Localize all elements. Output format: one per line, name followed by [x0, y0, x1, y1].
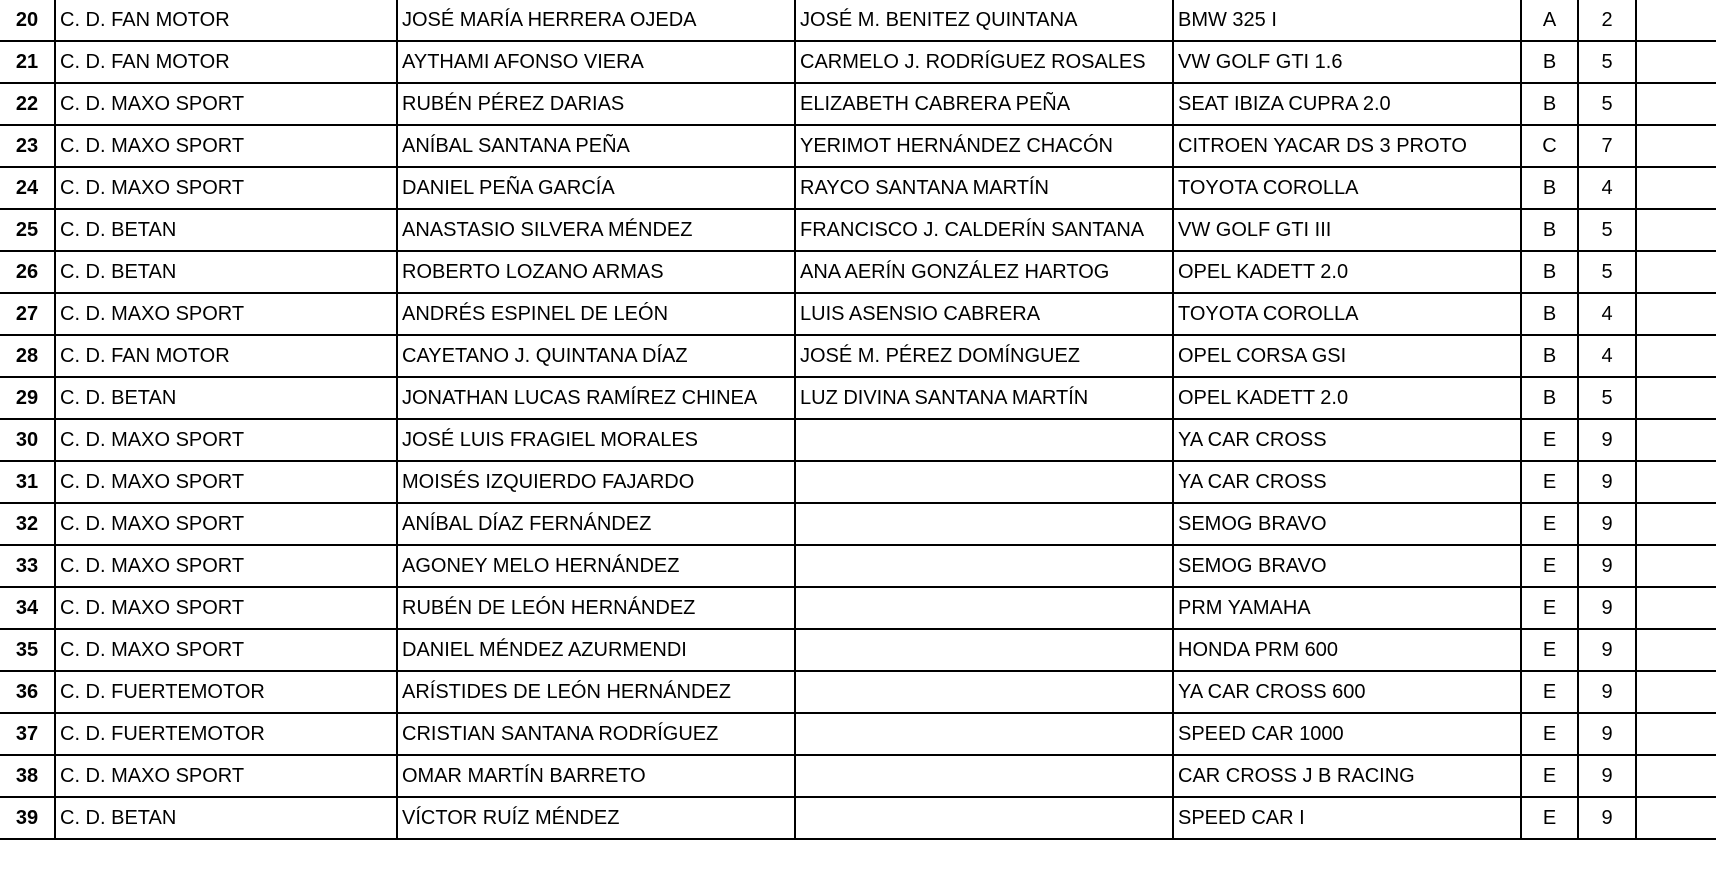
club-name: C. D. FUERTEMOTOR	[55, 713, 397, 755]
club-name: C. D. MAXO SPORT	[55, 545, 397, 587]
empty-cell	[1636, 335, 1716, 377]
car-model: HONDA PRM 600	[1173, 629, 1521, 671]
club-name: C. D. MAXO SPORT	[55, 167, 397, 209]
class-cell: 9	[1578, 671, 1636, 713]
car-model: OPEL KADETT 2.0	[1173, 377, 1521, 419]
car-model: BMW 325 I	[1173, 0, 1521, 41]
entry-number: 38	[0, 755, 55, 797]
entry-number: 34	[0, 587, 55, 629]
table-row	[0, 0, 1716, 41]
club-name: C. D. MAXO SPORT	[55, 461, 397, 503]
driver-name: DANIEL PEÑA GARCÍA	[397, 167, 795, 209]
category-cell: E	[1521, 587, 1578, 629]
entry-number: 26	[0, 251, 55, 293]
empty-cell	[1636, 377, 1716, 419]
entry-number: 25	[0, 209, 55, 251]
club-name: C. D. MAXO SPORT	[55, 629, 397, 671]
table-row	[0, 503, 1716, 545]
table-row	[0, 125, 1716, 167]
category-cell: E	[1521, 671, 1578, 713]
driver-name: ANASTASIO SILVERA MÉNDEZ	[397, 209, 795, 251]
table-row	[0, 251, 1716, 293]
class-cell: 4	[1578, 167, 1636, 209]
class-cell: 9	[1578, 461, 1636, 503]
table-row	[0, 545, 1716, 587]
empty-cell	[1636, 713, 1716, 755]
category-cell: E	[1521, 419, 1578, 461]
empty-cell	[1636, 293, 1716, 335]
driver-name: ROBERTO LOZANO ARMAS	[397, 251, 795, 293]
category-cell: E	[1521, 713, 1578, 755]
empty-cell	[1636, 755, 1716, 797]
codriver-name: JOSÉ M. BENITEZ QUINTANA	[795, 0, 1173, 41]
empty-cell	[1636, 797, 1716, 839]
class-cell: 9	[1578, 545, 1636, 587]
empty-cell	[1636, 587, 1716, 629]
club-name: C. D. FAN MOTOR	[55, 41, 397, 83]
empty-cell	[1636, 125, 1716, 167]
table-row	[0, 671, 1716, 713]
category-cell: E	[1521, 755, 1578, 797]
car-model: SEMOG BRAVO	[1173, 545, 1521, 587]
club-name: C. D. MAXO SPORT	[55, 755, 397, 797]
entry-number: 39	[0, 797, 55, 839]
class-cell: 5	[1578, 251, 1636, 293]
category-cell: E	[1521, 503, 1578, 545]
category-cell: B	[1521, 41, 1578, 83]
entry-number: 35	[0, 629, 55, 671]
club-name: C. D. MAXO SPORT	[55, 503, 397, 545]
class-cell: 9	[1578, 419, 1636, 461]
club-name: C. D. MAXO SPORT	[55, 125, 397, 167]
empty-cell	[1636, 419, 1716, 461]
entry-number: 24	[0, 167, 55, 209]
club-name: C. D. BETAN	[55, 377, 397, 419]
car-model: VW GOLF GTI 1.6	[1173, 41, 1521, 83]
driver-name: MOISÉS IZQUIERDO FAJARDO	[397, 461, 795, 503]
car-model: SEAT IBIZA CUPRA 2.0	[1173, 83, 1521, 125]
entry-number: 23	[0, 125, 55, 167]
table-row	[0, 797, 1716, 839]
empty-cell	[1636, 209, 1716, 251]
empty-cell	[1636, 83, 1716, 125]
class-cell: 4	[1578, 335, 1636, 377]
codriver-name: ELIZABETH CABRERA PEÑA	[795, 83, 1173, 125]
class-cell: 9	[1578, 797, 1636, 839]
club-name: C. D. BETAN	[55, 797, 397, 839]
empty-cell	[1636, 167, 1716, 209]
club-name: C. D. MAXO SPORT	[55, 293, 397, 335]
empty-cell	[1636, 251, 1716, 293]
driver-name: CAYETANO J. QUINTANA DÍAZ	[397, 335, 795, 377]
entry-number: 36	[0, 671, 55, 713]
club-name: C. D. MAXO SPORT	[55, 83, 397, 125]
driver-name: VÍCTOR RUÍZ MÉNDEZ	[397, 797, 795, 839]
category-cell: B	[1521, 293, 1578, 335]
codriver-name: FRANCISCO J. CALDERÍN SANTANA	[795, 209, 1173, 251]
codriver-name	[795, 629, 1173, 671]
entry-number: 37	[0, 713, 55, 755]
driver-name: RUBÉN PÉREZ DARIAS	[397, 83, 795, 125]
entry-number: 31	[0, 461, 55, 503]
table-row	[0, 293, 1716, 335]
entry-number: 30	[0, 419, 55, 461]
club-name: C. D. MAXO SPORT	[55, 587, 397, 629]
entry-number: 28	[0, 335, 55, 377]
club-name: C. D. FAN MOTOR	[55, 335, 397, 377]
class-cell: 9	[1578, 503, 1636, 545]
car-model: VW GOLF GTI III	[1173, 209, 1521, 251]
driver-name: RUBÉN DE LEÓN HERNÁNDEZ	[397, 587, 795, 629]
driver-name: AGONEY MELO HERNÁNDEZ	[397, 545, 795, 587]
category-cell: B	[1521, 167, 1578, 209]
driver-name: ANDRÉS ESPINEL DE LEÓN	[397, 293, 795, 335]
club-name: C. D. BETAN	[55, 209, 397, 251]
class-cell: 2	[1578, 0, 1636, 41]
category-cell: B	[1521, 83, 1578, 125]
table-row	[0, 83, 1716, 125]
class-cell: 9	[1578, 629, 1636, 671]
category-cell: B	[1521, 377, 1578, 419]
driver-name: CRISTIAN SANTANA RODRÍGUEZ	[397, 713, 795, 755]
table-row	[0, 755, 1716, 797]
category-cell: B	[1521, 209, 1578, 251]
car-model: CAR CROSS J B RACING	[1173, 755, 1521, 797]
driver-name: ANÍBAL SANTANA PEÑA	[397, 125, 795, 167]
codriver-name	[795, 797, 1173, 839]
category-cell: B	[1521, 335, 1578, 377]
car-model: CITROEN YACAR DS 3 PROTO	[1173, 125, 1521, 167]
entry-number: 20	[0, 0, 55, 41]
empty-cell	[1636, 0, 1716, 41]
codriver-name	[795, 503, 1173, 545]
codriver-name: LUZ DIVINA SANTANA MARTÍN	[795, 377, 1173, 419]
table-row	[0, 377, 1716, 419]
entry-number: 21	[0, 41, 55, 83]
car-model: SPEED CAR I	[1173, 797, 1521, 839]
car-model: YA CAR CROSS	[1173, 419, 1521, 461]
codriver-name: RAYCO SANTANA MARTÍN	[795, 167, 1173, 209]
car-model: YA CAR CROSS 600	[1173, 671, 1521, 713]
driver-name: OMAR MARTÍN BARRETO	[397, 755, 795, 797]
car-model: TOYOTA COROLLA	[1173, 167, 1521, 209]
entry-number: 27	[0, 293, 55, 335]
empty-cell	[1636, 629, 1716, 671]
entry-number: 32	[0, 503, 55, 545]
club-name: C. D. FUERTEMOTOR	[55, 671, 397, 713]
car-model: SPEED CAR 1000	[1173, 713, 1521, 755]
car-model: PRM YAMAHA	[1173, 587, 1521, 629]
driver-name: DANIEL MÉNDEZ AZURMENDI	[397, 629, 795, 671]
codriver-name	[795, 545, 1173, 587]
codriver-name: JOSÉ M. PÉREZ DOMÍNGUEZ	[795, 335, 1173, 377]
driver-name: JONATHAN LUCAS RAMÍREZ CHINEA	[397, 377, 795, 419]
club-name: C. D. BETAN	[55, 251, 397, 293]
codriver-name: ANA AERÍN GONZÁLEZ HARTOG	[795, 251, 1173, 293]
empty-cell	[1636, 503, 1716, 545]
entry-number: 29	[0, 377, 55, 419]
club-name: C. D. FAN MOTOR	[55, 0, 397, 41]
table-row	[0, 629, 1716, 671]
car-model: OPEL KADETT 2.0	[1173, 251, 1521, 293]
codriver-name: LUIS ASENSIO CABRERA	[795, 293, 1173, 335]
category-cell: C	[1521, 125, 1578, 167]
class-cell: 5	[1578, 377, 1636, 419]
codriver-name	[795, 713, 1173, 755]
codriver-name: CARMELO J. RODRÍGUEZ ROSALES	[795, 41, 1173, 83]
driver-name: ANÍBAL DÍAZ FERNÁNDEZ	[397, 503, 795, 545]
category-cell: E	[1521, 545, 1578, 587]
class-cell: 4	[1578, 293, 1636, 335]
driver-name: JOSÉ MARÍA HERRERA OJEDA	[397, 0, 795, 41]
table-row	[0, 41, 1716, 83]
empty-cell	[1636, 41, 1716, 83]
entry-number: 22	[0, 83, 55, 125]
codriver-name	[795, 671, 1173, 713]
club-name: C. D. MAXO SPORT	[55, 419, 397, 461]
car-model: TOYOTA COROLLA	[1173, 293, 1521, 335]
class-cell: 9	[1578, 587, 1636, 629]
category-cell: E	[1521, 629, 1578, 671]
category-cell: E	[1521, 797, 1578, 839]
codriver-name	[795, 461, 1173, 503]
table-row	[0, 419, 1716, 461]
codriver-name	[795, 587, 1173, 629]
table-row	[0, 335, 1716, 377]
category-cell: E	[1521, 461, 1578, 503]
car-model: OPEL CORSA GSI	[1173, 335, 1521, 377]
empty-cell	[1636, 671, 1716, 713]
codriver-name	[795, 755, 1173, 797]
codriver-name: YERIMOT HERNÁNDEZ CHACÓN	[795, 125, 1173, 167]
category-cell: A	[1521, 0, 1578, 41]
table-row	[0, 587, 1716, 629]
empty-cell	[1636, 461, 1716, 503]
car-model: SEMOG BRAVO	[1173, 503, 1521, 545]
car-model: YA CAR CROSS	[1173, 461, 1521, 503]
class-cell: 5	[1578, 83, 1636, 125]
class-cell: 9	[1578, 755, 1636, 797]
driver-name: JOSÉ LUIS FRAGIEL MORALES	[397, 419, 795, 461]
class-cell: 9	[1578, 713, 1636, 755]
empty-cell	[1636, 545, 1716, 587]
table-row	[0, 461, 1716, 503]
class-cell: 5	[1578, 41, 1636, 83]
table-row	[0, 713, 1716, 755]
class-cell: 5	[1578, 209, 1636, 251]
driver-name: AYTHAMI AFONSO VIERA	[397, 41, 795, 83]
table-row	[0, 209, 1716, 251]
category-cell: B	[1521, 251, 1578, 293]
class-cell: 7	[1578, 125, 1636, 167]
driver-name: ARÍSTIDES DE LEÓN HERNÁNDEZ	[397, 671, 795, 713]
entry-number: 33	[0, 545, 55, 587]
table-row	[0, 167, 1716, 209]
codriver-name	[795, 419, 1173, 461]
